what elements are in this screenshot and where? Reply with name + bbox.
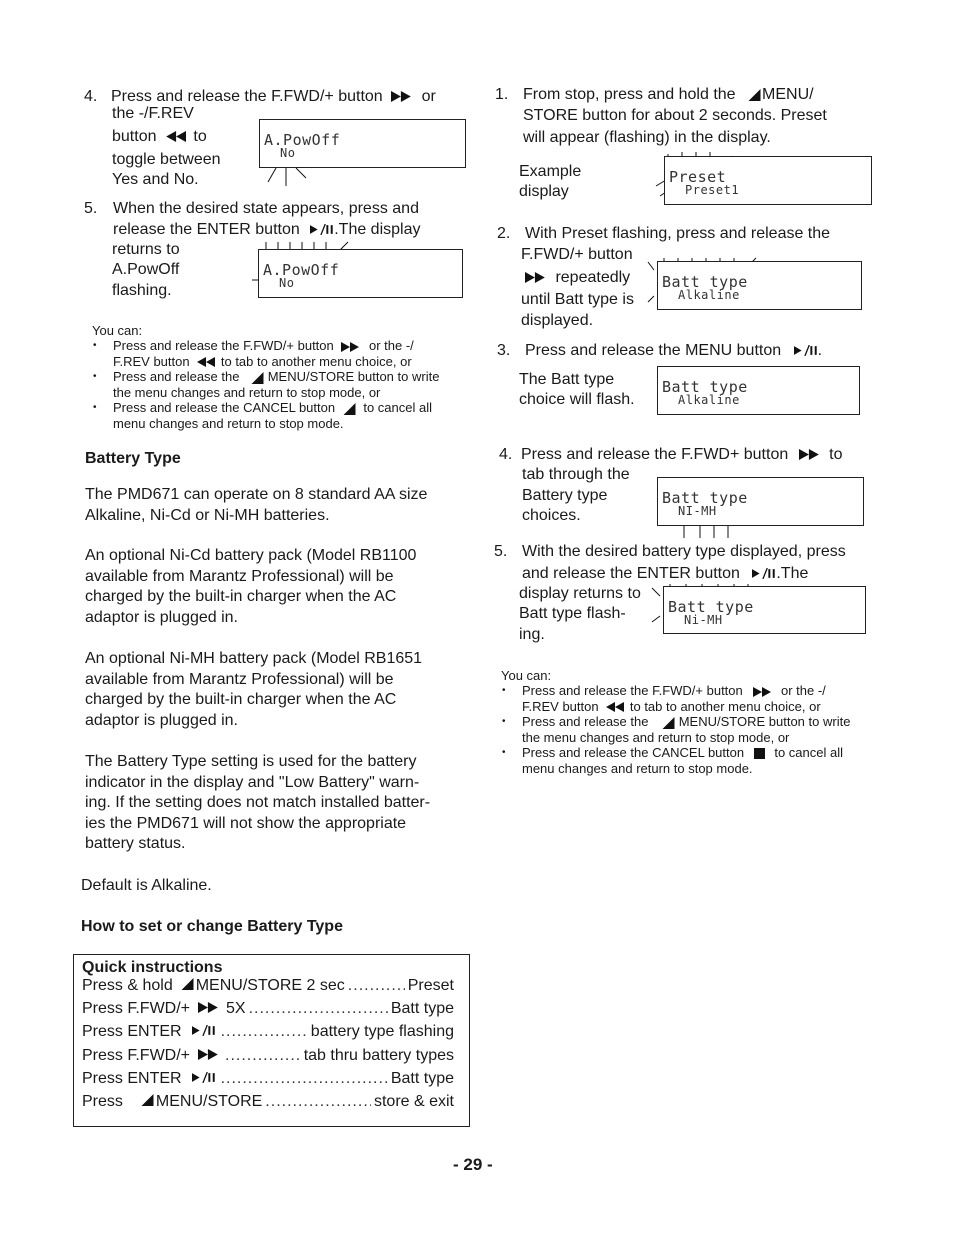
you-can-title: You can: — [501, 668, 552, 683]
lcd-display — [657, 366, 860, 415]
step-text: returns to — [112, 241, 180, 258]
page-number: - 29 - — [453, 1155, 493, 1174]
step-number: 4. — [84, 88, 98, 105]
step-text: or — [421, 88, 436, 105]
menu-store-triangle-icon — [251, 372, 264, 384]
step-text: flashing. — [112, 282, 172, 299]
dot-leader — [225, 1047, 301, 1065]
step-text: to — [193, 128, 207, 145]
step-text: button — [112, 128, 157, 145]
lcd-display — [258, 249, 463, 298]
fast-forward-icon — [340, 342, 362, 352]
dot-leader — [348, 977, 405, 995]
default-text: Default is Alkaline. — [81, 877, 212, 894]
lcd-display — [663, 586, 866, 634]
play-pause-icon — [752, 568, 776, 579]
play-pause-icon — [192, 1072, 216, 1083]
dot-leader — [249, 1000, 388, 1018]
step-text: release the ENTER button — [113, 221, 300, 238]
dot-leader — [265, 1093, 371, 1111]
list-item: • Press and release the F.FWD/+ button or the -/ F.REV button to tab to another menu choice, or — [93, 338, 414, 369]
step-text: .The display — [334, 221, 421, 238]
list-item: • Press and release the CANCEL button to cancel all menu changes and return to stop mode. — [93, 400, 432, 431]
menu-store-triangle-icon — [748, 89, 761, 101]
step-number: 3. — [497, 342, 511, 359]
lcd-line-1: A.PowOff — [264, 131, 341, 149]
dot-leader — [221, 1070, 388, 1088]
step-number: 2. — [497, 225, 511, 242]
quick-title: Quick instructions — [82, 959, 223, 976]
lcd-line-1: Batt type — [668, 598, 754, 616]
lcd-line-2: No — [279, 276, 295, 290]
quick-row: Press ENTER ..... Batt type — [82, 1070, 454, 1093]
lcd-line-2: Ni-MH — [684, 613, 723, 627]
quick-row: Press ENTER ..... battery type flashing — [82, 1023, 454, 1046]
step-number: 1. — [495, 86, 509, 103]
lcd-line-2: NI-MH — [678, 504, 717, 518]
play-pause-icon — [794, 345, 818, 356]
lcd-line-2: Alkaline — [678, 393, 740, 407]
step-number: 4. — [499, 446, 513, 463]
list-item: • Press and release the MENU/STORE button to write the menu changes and return to stop mode, or — [93, 369, 440, 400]
quick-row: Press F.FWD/+ ..... tab thru battery types — [82, 1047, 454, 1070]
flash-rays — [264, 166, 314, 188]
lcd-line-1: Batt type — [662, 273, 748, 291]
lcd-display — [657, 261, 862, 310]
fast-forward-icon — [198, 1002, 220, 1013]
fast-forward-icon — [799, 449, 821, 460]
paragraph-2: An optional Ni-Cd battery pack (Model RB1100 available from Marantz Professional) will be charged by the built-in charger when the AC adaptor is plugged in. — [85, 547, 417, 626]
lcd-display — [657, 477, 864, 526]
rewind-icon — [164, 131, 186, 142]
step-text: Press and release the F.FWD/+ button — [111, 88, 383, 105]
paragraph-4: The Battery Type setting is used for the battery indicator in the display and "Low Battery" warn- ing. If the setting does not match installed batter- ies the PMD671 will not show the appropriate battery status. — [85, 753, 431, 853]
lcd-line-1: Batt type — [662, 489, 748, 507]
lcd-line-2: Preset1 — [685, 183, 740, 197]
lcd-display — [259, 119, 466, 168]
step-number: 5. — [84, 200, 98, 217]
you-can-title: You can: — [92, 323, 143, 338]
flash-rays — [660, 524, 750, 540]
list-item: • Press and release the MENU/STORE button to write the menu changes and return to stop mode, or — [502, 714, 851, 745]
step-text: A.PowOff — [112, 261, 180, 278]
menu-store-triangle-icon — [662, 717, 675, 729]
fast-forward-icon — [198, 1049, 220, 1060]
paragraph-3: An optional Ni-MH battery pack (Model RB1651 available from Marantz Professional) will be charged by the built-in charger when the AC adaptor is plugged in. — [85, 650, 423, 729]
step-text: When the desired state appears, press and — [113, 200, 419, 217]
quick-rows — [82, 977, 454, 1116]
paragraph-1: The PMD671 can operate on 8 standard AA size Alkaline, Ni-Cd or Ni-MH batteries. — [85, 486, 428, 524]
cancel-square-icon — [754, 748, 765, 759]
step-number: 5. — [494, 543, 508, 560]
step-text: the -/F.REV — [112, 105, 194, 122]
battery-type-heading: Battery Type — [85, 450, 181, 467]
lcd-display — [664, 156, 872, 205]
quick-instructions-box — [73, 954, 470, 1127]
cancel-triangle-icon — [343, 403, 356, 415]
fast-forward-icon — [752, 687, 774, 697]
play-pause-icon — [192, 1025, 216, 1036]
lcd-line-2: No — [280, 146, 296, 160]
play-pause-icon — [310, 224, 334, 235]
rewind-icon — [195, 357, 215, 367]
fast-forward-icon — [525, 272, 547, 283]
rewind-icon — [604, 702, 624, 712]
lcd-line-2: Alkaline — [678, 288, 740, 302]
step-text: Yes and No. — [112, 171, 199, 188]
lcd-line-1: A.PowOff — [263, 261, 340, 279]
fast-forward-icon — [391, 91, 413, 102]
lcd-line-1: Batt type — [662, 378, 748, 396]
lcd-line-1: Preset — [669, 168, 727, 186]
dot-leader — [221, 1023, 308, 1041]
quick-row: Press F.FWD/+ 5X ..... Batt type — [82, 1000, 454, 1023]
list-item: • Press and release the F.FWD/+ button or the -/ F.REV button to tab to another menu choice, or — [502, 683, 826, 714]
quick-row: Press & hold MENU/STORE 2 sec ..... Preset — [82, 977, 454, 1000]
menu-store-triangle-icon — [141, 1094, 154, 1106]
list-item: • Press and release the CANCEL button to cancel all menu changes and return to stop mode. — [502, 745, 843, 776]
quick-row: Press MENU/STORE ..... store & exit — [82, 1093, 454, 1116]
step-text: toggle between — [112, 151, 221, 168]
menu-store-triangle-icon — [181, 978, 194, 990]
howto-heading: How to set or change Battery Type — [81, 918, 343, 935]
